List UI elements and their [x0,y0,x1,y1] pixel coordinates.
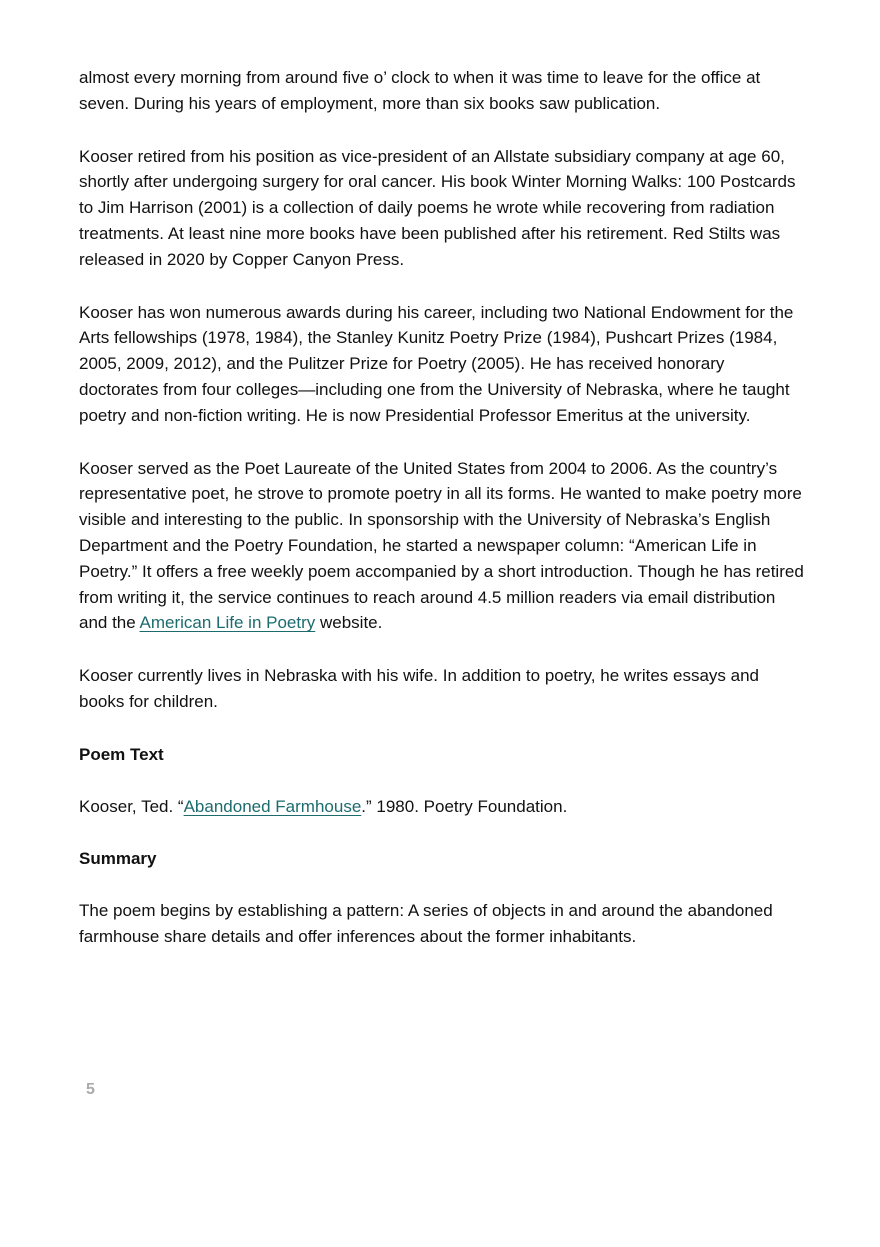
paragraph-awards: Kooser has won numerous awards during his career, including two National Endowment for the Arts fellowships (1978, 1984), the Stanley Kunitz Poetry Prize (1984), Pushcart Prizes (1984, 2005, 2009, 2012), and the Pulitzer Prize for Poetry (2005). He has received honorary doctorates from four colleges—including one from the University of Nebraska, where he taught poetry and non-fiction writing. He is now Presidential Professor Emeritus at the university. [79,302,794,425]
abandoned-farmhouse-link[interactable]: Abandoned Farmhouse [183,796,362,816]
paragraph-poet-laureate [79,456,807,637]
laureate-text-before: Kooser served as the Poet Laureate of the United States from 2004 to 2006. As the country’s representative poet, he strove to promote poetry in all its forms. He wanted to make poetry more visible and interesting to the public. In sponsorship with the University of Nebraska’s English Department and the Poetry Foundation, he started a newspaper column: “American Life in Poetry.” It offers a free weekly poem accompanied by a short introduction. Though he has retired from writing it, the service continues to reach around 4.5 million readers via email distribution and the [79,458,804,633]
paragraph-retirement: Kooser retired from his position as vice-president of an Allstate subsidiary company at age 60, shortly after undergoing surgery for oral cancer. His book Winter Morning Walks: 100 Postcards to Jim Harrison (2001) is a collection of daily poems he wrote while recovering from radiation treatments. At least nine more books have been published after his retirement. Red Stilts was released in 2020 by Copper Canyon Press. [79,146,796,269]
poem-citation [79,794,807,820]
document-page [79,65,807,977]
citation-text-after: .” 1980. Poetry Foundation. [361,796,568,816]
paragraph-employment: almost every morning from around five o’ clock to when it was time to leave for the office at seven. During his years of employment, more than six books saw publication. [79,68,761,113]
american-life-in-poetry-link[interactable]: American Life in Poetry [139,613,316,633]
paragraph-current-life: Kooser currently lives in Nebraska with his wife. In addition to poetry, he writes essays and books for children. [79,666,759,711]
summary-paragraph: The poem begins by establishing a pattern: A series of objects in and around the abandoned farmhouse share details and offer inferences about the former inhabitants. [79,901,773,946]
page-number: 5 [86,1081,95,1098]
poem-text-heading: Poem Text [79,744,164,764]
laureate-text-after: website. [315,613,383,633]
summary-heading: Summary [79,849,157,869]
citation-text-before: Kooser, Ted. “ [79,796,184,816]
